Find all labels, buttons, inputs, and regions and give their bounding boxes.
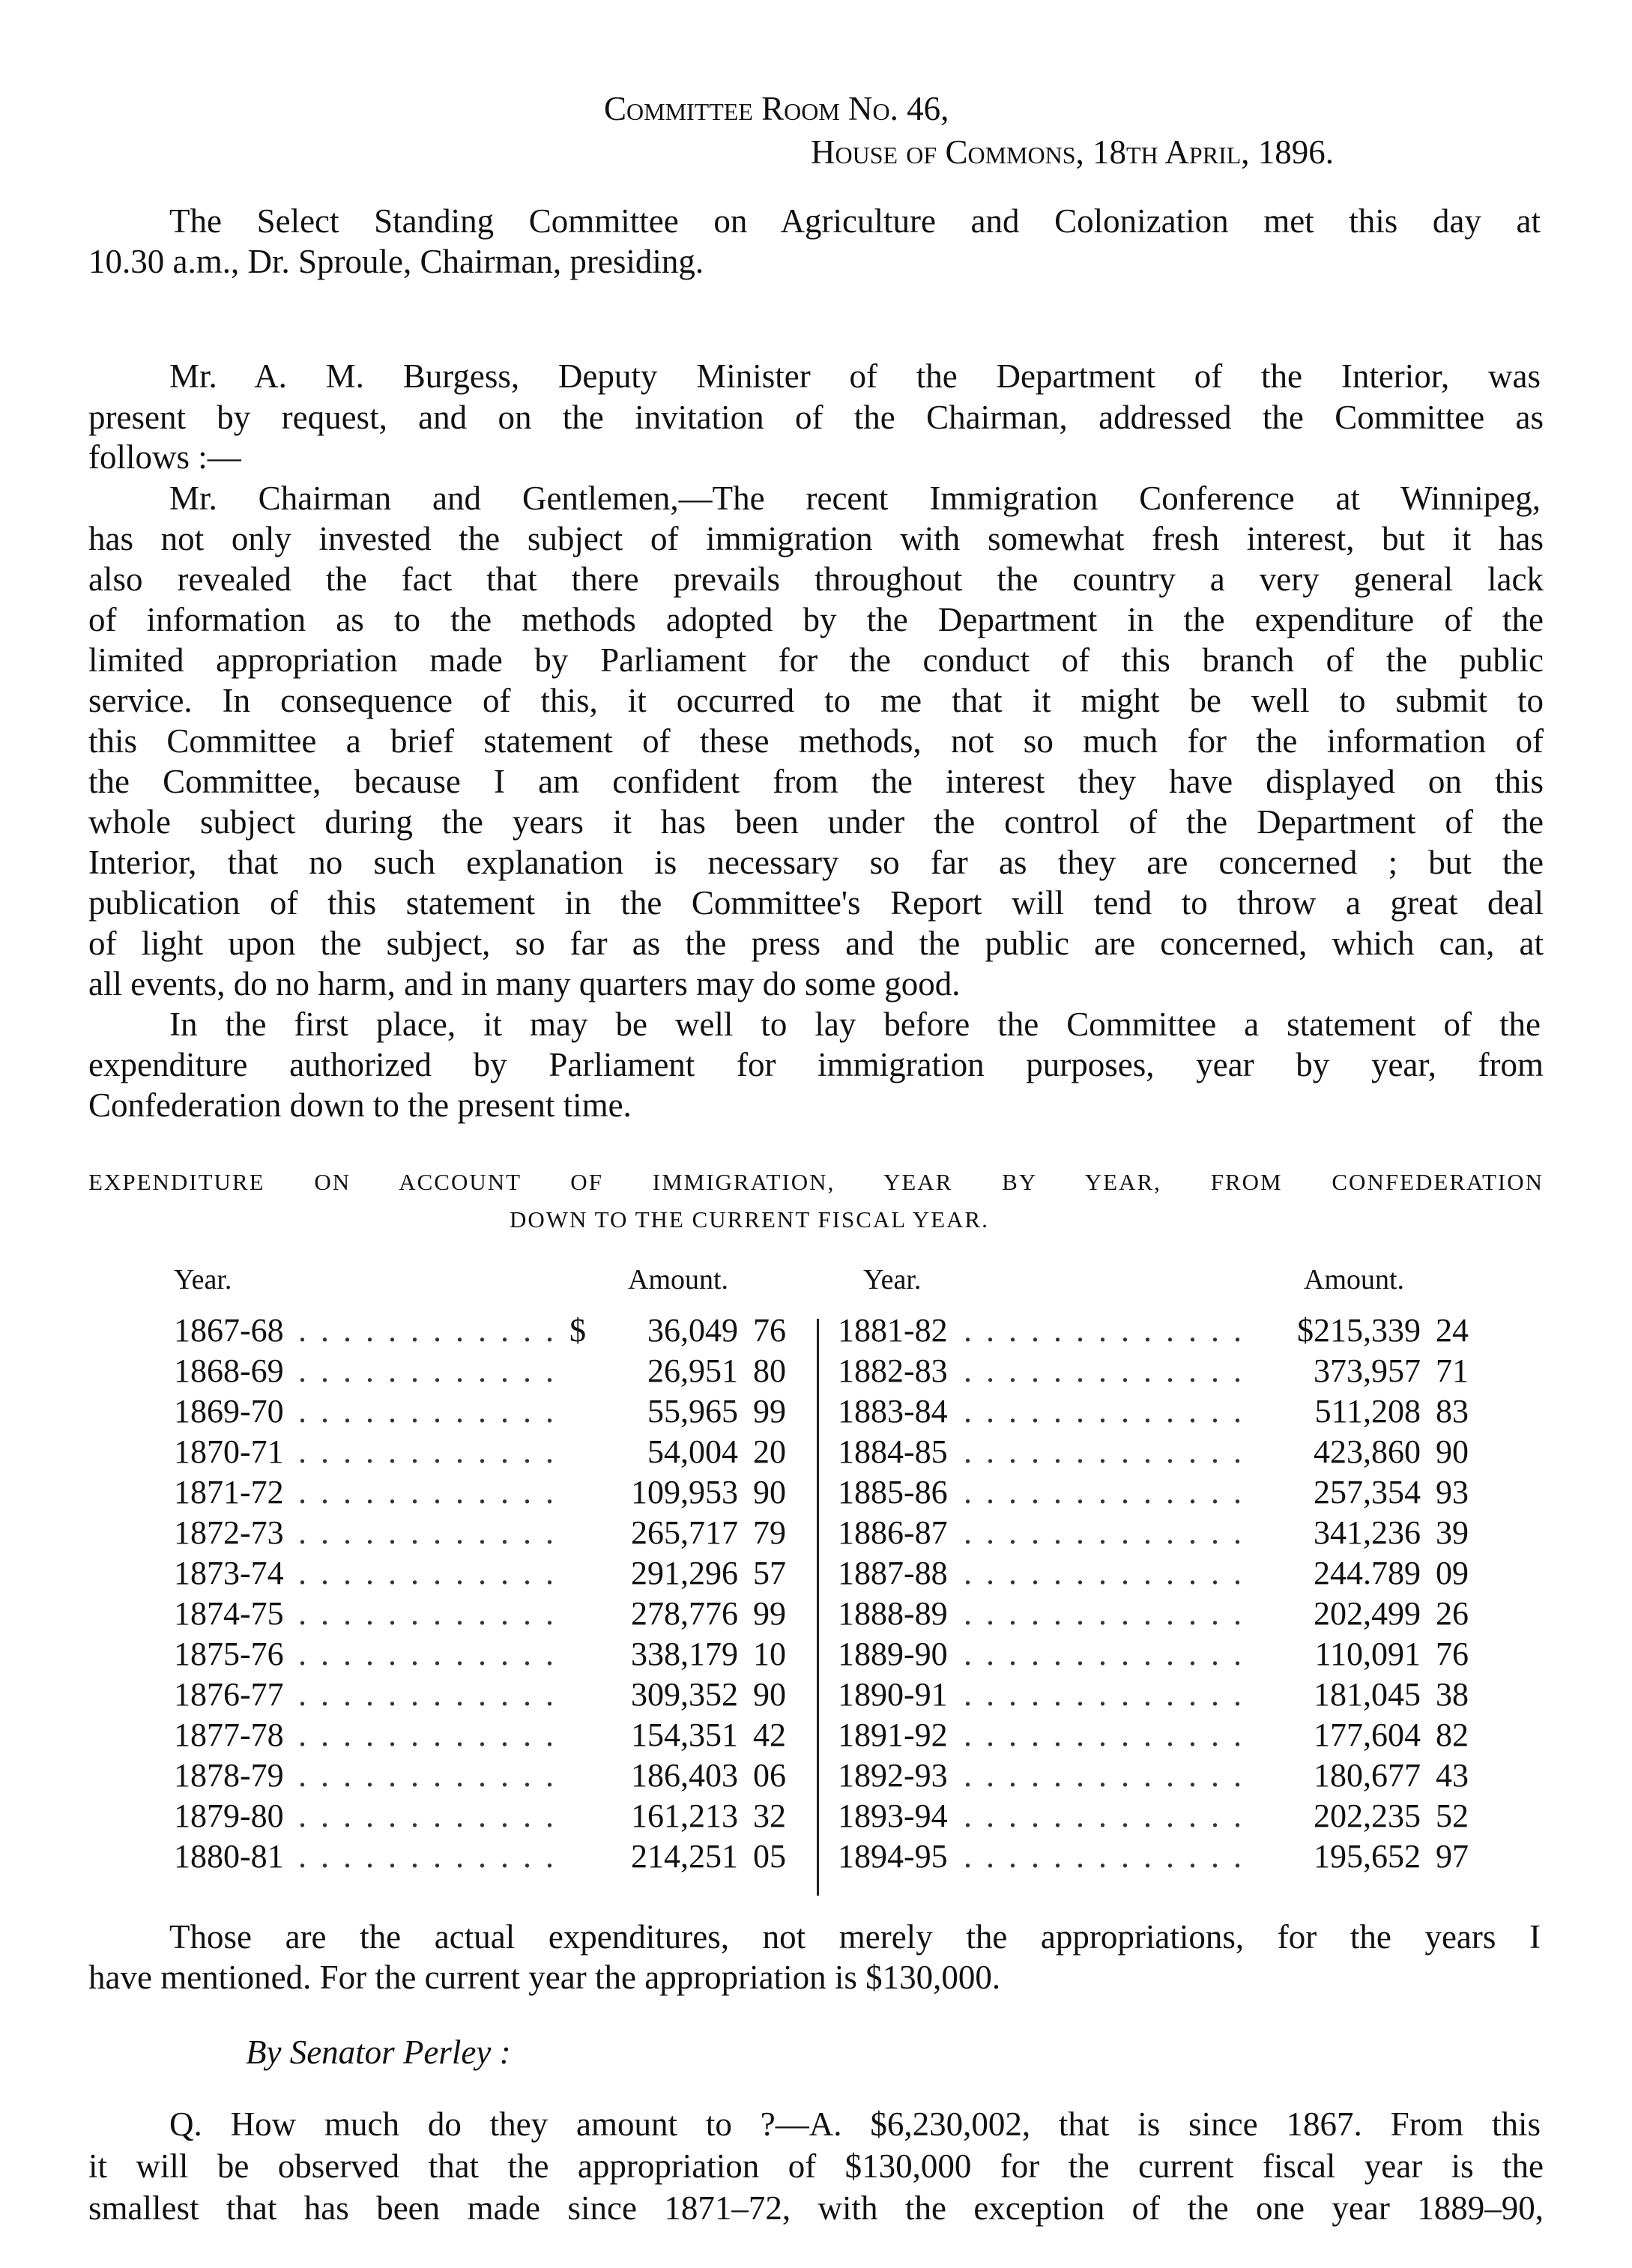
table-row-amount: 55,965 (647, 1393, 738, 1430)
table-row-year: 1870-71 (174, 1433, 284, 1470)
table-row-leader: . . . . . . . . . . . . . (964, 1555, 1245, 1591)
table-row-amount: 202,235 (1314, 1797, 1421, 1834)
table-row-year: 1890-91 (838, 1676, 948, 1713)
table-row-cents: 90 (1436, 1433, 1469, 1470)
table-row-cents: 90 (753, 1474, 786, 1511)
table-row-leader: . . . . . . . . . . . . (298, 1636, 557, 1672)
question-line-1: Q. How much do they amount to ?—A. $6,230,002, that is since 1867. From this (169, 2105, 1541, 2143)
table-row-leader: . . . . . . . . . . . . (298, 1595, 557, 1632)
table-row-year: 1880-81 (174, 1838, 284, 1875)
table-row-year: 1885-86 (838, 1474, 948, 1511)
table-row-leader: . . . . . . . . . . . . . (964, 1595, 1245, 1632)
table-row-amount: 214,251 (631, 1838, 738, 1875)
speech-line: also revealed the fact that there prevails throughout the country a very general lack (88, 560, 1544, 598)
col-header-amount-left: Amount. (628, 1264, 729, 1295)
table-row-cents: 57 (753, 1555, 786, 1591)
speech-line: the Committee, because I am confident from the interest they have displayed on this (88, 763, 1544, 800)
table-row-cents: 10 (753, 1636, 786, 1672)
table-row-cents: 83 (1436, 1393, 1469, 1430)
speech-line: has not only invested the subject of immigration with somewhat fresh interest, but it has (88, 520, 1544, 557)
table-row-year: 1889-90 (838, 1636, 948, 1672)
speech-line: limited appropriation made by Parliament for the conduct of this branch of the public (88, 641, 1544, 679)
table-row-amount: 54,004 (647, 1433, 738, 1470)
table-row-cents: 43 (1436, 1757, 1469, 1794)
table-row-year: 1874-75 (174, 1595, 284, 1632)
table-row-cents: 97 (1436, 1838, 1469, 1875)
table-row-cents: 09 (1436, 1555, 1469, 1591)
table-row-year: 1883-84 (838, 1393, 948, 1430)
speech-line: of light upon the subject, so far as the press and the public are concerned, which can, at (88, 925, 1544, 962)
table-row-year: 1888-89 (838, 1595, 948, 1632)
table-row-cents: 93 (1436, 1474, 1469, 1511)
table-row-leader: . . . . . . . . . . . . . (964, 1393, 1245, 1430)
table-row-year: 1891-92 (838, 1717, 948, 1753)
table-row-amount: 181,045 (1314, 1676, 1421, 1713)
first-place-line: Confederation down to the present time. (88, 1086, 632, 1124)
table-row-leader: . . . . . . . . . . . . . (964, 1636, 1245, 1672)
table-row-year: 1867-68 (174, 1312, 284, 1349)
speech-line: this Committee a brief statement of these methods, not so much for the information of (88, 722, 1544, 760)
table-title-line-2: DOWN TO THE CURRENT FISCAL YEAR. (510, 1206, 989, 1233)
table-row-cents: 76 (1436, 1636, 1469, 1672)
table-row-leader: . . . . . . . . . . . . . (964, 1312, 1245, 1349)
table-row-amount: 36,049 (647, 1312, 738, 1349)
col-header-year-left: Year. (174, 1264, 232, 1295)
table-row-leader: . . . . . . . . . . . . (298, 1838, 557, 1875)
speech-line: Mr. Chairman and Gentlemen,—The recent Immigration Conference at Winnipeg, (169, 480, 1541, 517)
table-row-leader: . . . . . . . . . . . . . (964, 1838, 1245, 1875)
table-row-dollar: $ (569, 1312, 586, 1349)
table-row-year: 1881-82 (838, 1312, 948, 1349)
by-senator-heading: By Senator Perley : (246, 2033, 511, 2071)
table-row-leader: . . . . . . . . . . . . . (964, 1474, 1245, 1511)
burgess-line-2: present by request, and on the invitation of the Chairman, addressed the Committee as (88, 399, 1544, 436)
table-row-amount: 265,717 (631, 1514, 738, 1551)
table-row-year: 1875-76 (174, 1636, 284, 1672)
table-row-year: 1879-80 (174, 1797, 284, 1834)
table-row-cents: 82 (1436, 1717, 1469, 1753)
header-house-of-commons: House of Commons, 18th April, 1896. (811, 133, 1335, 171)
table-row-amount: 177,604 (1314, 1717, 1421, 1753)
table-row-leader: . . . . . . . . . . . . . (964, 1757, 1245, 1794)
after-table-line-2: have mentioned. For the current year the appropriation is $130,000. (88, 1959, 1001, 1996)
table-row-amount: 244.789 (1314, 1555, 1421, 1591)
table-row-amount: 109,953 (631, 1474, 738, 1511)
table-row-year: 1892-93 (838, 1757, 948, 1794)
table-row-year: 1877-78 (174, 1717, 284, 1753)
speech-line: whole subject during the years it has been under the control of the Department of the (88, 803, 1544, 841)
table-row-amount: 373,957 (1314, 1352, 1421, 1389)
after-table-line-1: Those are the actual expenditures, not merely the appropriations, for the years I (169, 1918, 1541, 1956)
table-row-leader: . . . . . . . . . . . . (298, 1757, 557, 1794)
table-row-amount: 195,652 (1314, 1838, 1421, 1875)
table-row-amount: 180,677 (1314, 1757, 1421, 1794)
table-row-amount: 511,208 (1314, 1393, 1421, 1430)
table-row-cents: 05 (753, 1838, 786, 1875)
first-place-line: expenditure authorized by Parliament for immigration purposes, year by year, from (88, 1046, 1544, 1083)
table-row-amount: 257,354 (1314, 1474, 1421, 1511)
header-committee-room: Committee Room No. 46, (604, 90, 949, 127)
table-row-cents: 26 (1436, 1595, 1469, 1632)
table-row-leader: . . . . . . . . . . . . (298, 1352, 557, 1389)
question-line-3: smallest that has been made since 1871–72, with the exception of the one year 1889–90, (88, 2189, 1544, 2227)
table-row-year: 1894-95 (838, 1838, 948, 1875)
speech-line: all events, do no harm, and in many quarters may do some good. (88, 965, 961, 1003)
table-row-year: 1887-88 (838, 1555, 948, 1591)
table-row-leader: . . . . . . . . . . . . (298, 1555, 557, 1591)
table-row-amount: 186,403 (631, 1757, 738, 1794)
table-row-amount: 309,352 (631, 1676, 738, 1713)
table-row-amount: 338,179 (631, 1636, 738, 1672)
burgess-line-3: follows :— (88, 438, 241, 476)
speech-line: service. In consequence of this, it occurred to me that it might be well to submit to (88, 682, 1544, 719)
table-divider (817, 1319, 819, 1896)
table-row-year: 1871-72 (174, 1474, 284, 1511)
table-row-leader: . . . . . . . . . . . . (298, 1797, 557, 1834)
table-row-leader: . . . . . . . . . . . . (298, 1717, 557, 1753)
table-row-cents: 06 (753, 1757, 786, 1794)
table-row-leader: . . . . . . . . . . . . . (964, 1797, 1245, 1834)
intro-line-1: The Select Standing Committee on Agriculture and Colonization met this day at (169, 202, 1541, 240)
table-row-cents: 71 (1436, 1352, 1469, 1389)
table-row-leader: . . . . . . . . . . . . . (964, 1514, 1245, 1551)
table-row-leader: . . . . . . . . . . . . . (964, 1352, 1245, 1389)
table-row-amount: $215,339 (1297, 1312, 1421, 1349)
table-row-leader: . . . . . . . . . . . . . (964, 1676, 1245, 1713)
speech-line: publication of this statement in the Committee's Report will tend to throw a great deal (88, 884, 1544, 922)
table-row-year: 1884-85 (838, 1433, 948, 1470)
first-place-line: In the first place, it may be well to lay before the Committee a statement of the (169, 1006, 1541, 1043)
table-row-amount: 110,091 (1314, 1636, 1421, 1672)
table-row-year: 1886-87 (838, 1514, 948, 1551)
table-row-amount: 278,776 (631, 1595, 738, 1632)
table-row-year: 1882-83 (838, 1352, 948, 1389)
table-row-leader: . . . . . . . . . . . . . (964, 1717, 1245, 1753)
question-line-2: it will be observed that the appropriation of $130,000 for the current fiscal year is the (88, 2147, 1544, 2185)
speech-line: Interior, that no such explanation is necessary so far as they are concerned ; but the (88, 844, 1544, 881)
table-row-cents: 80 (753, 1352, 786, 1389)
table-row-cents: 99 (753, 1393, 786, 1430)
table-row-cents: 99 (753, 1595, 786, 1632)
col-header-year-right: Year. (863, 1264, 922, 1295)
table-row-cents: 39 (1436, 1514, 1469, 1551)
table-row-cents: 42 (753, 1717, 786, 1753)
burgess-line-1: Mr. A. M. Burgess, Deputy Minister of the Department of the Interior, was (169, 357, 1541, 395)
table-row-amount: 154,351 (631, 1717, 738, 1753)
table-row-cents: 20 (753, 1433, 786, 1470)
table-row-leader: . . . . . . . . . . . . (298, 1676, 557, 1713)
table-row-leader: . . . . . . . . . . . . (298, 1312, 557, 1349)
table-row-year: 1876-77 (174, 1676, 284, 1713)
table-row-cents: 32 (753, 1797, 786, 1834)
table-row-amount: 341,236 (1314, 1514, 1421, 1551)
table-row-year: 1873-74 (174, 1555, 284, 1591)
col-header-amount-right: Amount. (1304, 1264, 1405, 1295)
intro-line-2: 10.30 a.m., Dr. Sproule, Chairman, presiding. (88, 243, 704, 280)
speech-line: of information as to the methods adopted by the Department in the expenditure of the (88, 601, 1544, 638)
table-row-year: 1868-69 (174, 1352, 284, 1389)
table-row-cents: 38 (1436, 1676, 1469, 1713)
table-row-leader: . . . . . . . . . . . . (298, 1433, 557, 1470)
table-row-year: 1878-79 (174, 1757, 284, 1794)
table-row-year: 1872-73 (174, 1514, 284, 1551)
table-row-leader: . . . . . . . . . . . . (298, 1474, 557, 1511)
table-row-year: 1893-94 (838, 1797, 948, 1834)
table-row-year: 1869-70 (174, 1393, 284, 1430)
table-row-cents: 79 (753, 1514, 786, 1551)
table-row-amount: 26,951 (647, 1352, 738, 1389)
table-row-cents: 90 (753, 1676, 786, 1713)
table-row-amount: 291,296 (631, 1555, 738, 1591)
table-row-cents: 52 (1436, 1797, 1469, 1834)
table-row-leader: . . . . . . . . . . . . (298, 1393, 557, 1430)
table-title-line-1: EXPENDITURE ON ACCOUNT OF IMMIGRATION, YEAR BY YEAR, FROM CONFEDERATION (88, 1169, 1544, 1195)
table-row-leader: . . . . . . . . . . . . . (964, 1433, 1245, 1470)
table-row-amount: 161,213 (631, 1797, 738, 1834)
table-row-amount: 423,860 (1314, 1433, 1421, 1470)
table-row-leader: . . . . . . . . . . . . (298, 1514, 557, 1551)
table-row-amount: 202,499 (1314, 1595, 1421, 1632)
table-row-cents: 76 (753, 1312, 786, 1349)
table-row-cents: 24 (1436, 1312, 1469, 1349)
